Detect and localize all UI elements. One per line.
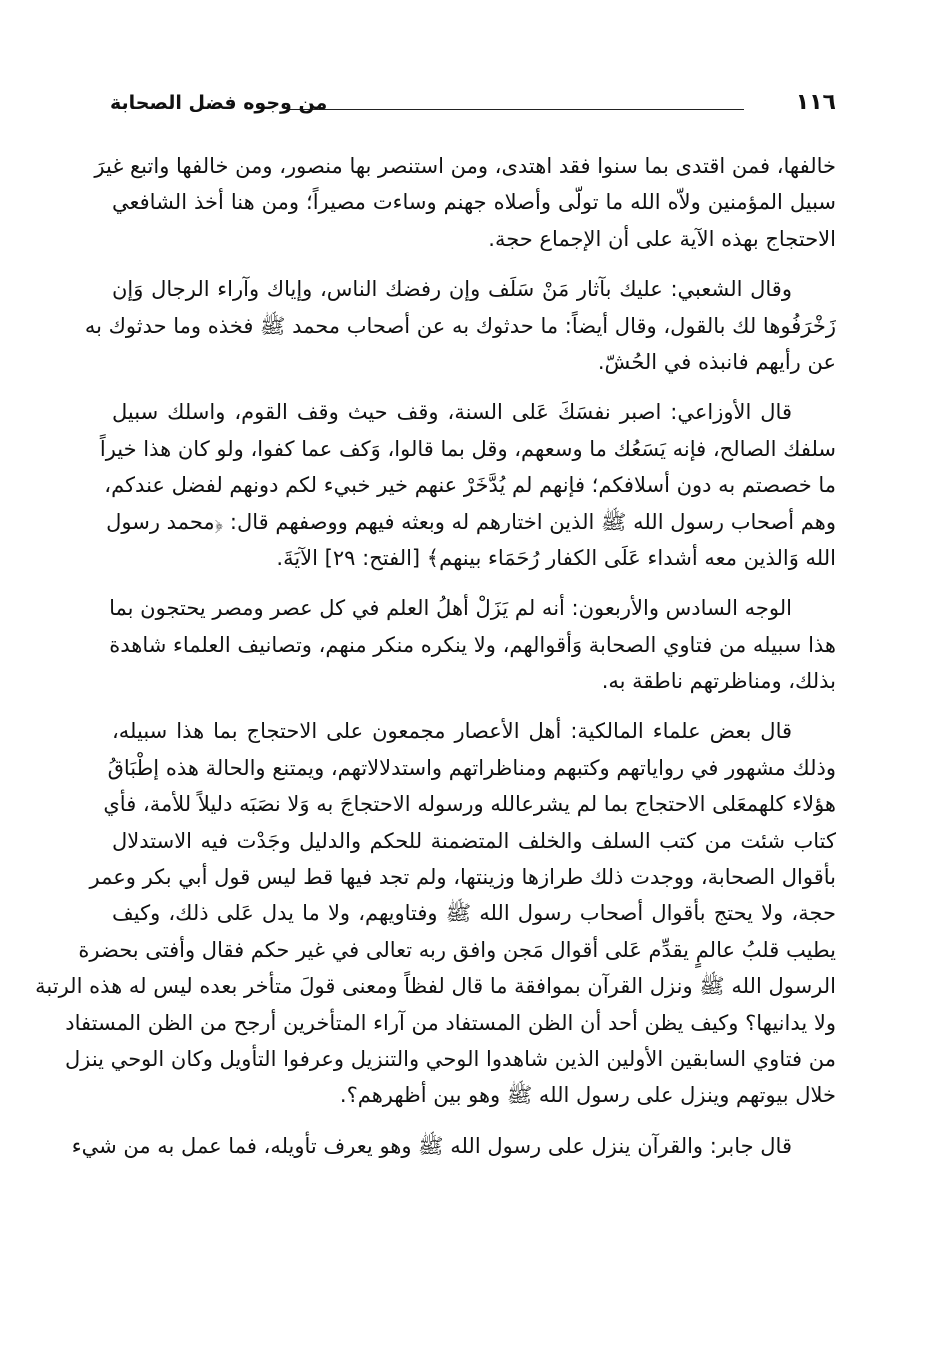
text-line: هؤلاء كلهمعَلى الاحتجاج بما لم يشرعالله ورسوله الاحتجاجَ به وَلا نصَبَه دليلاً للأمة، فأي [103, 792, 836, 817]
page-header [110, 88, 836, 124]
text-line: زَخْرَفُوها لك بالقول، وقال أيضاً: ما حدثوك به عن أصحاب محمد ﷺ فخذه وما حدثوك به [84, 313, 836, 338]
text-line: قال بعض علماء المالكية: أهل الأعصار مجمعون على الاحتجاج بما هذا سبيله، [112, 719, 792, 744]
text-line: وقال الشعبي: عليك بآثار مَنْ سَلَف وإن رفضك الناس، وإياك وآراء الرجال وَإن [112, 277, 792, 302]
text-line: الاحتجاج بهذه الآية على أن الإجماع حجة. [488, 226, 836, 251]
text-line: عن رأيهم فانبذه في الحُشّ. [597, 349, 836, 374]
text-line: خالفها، فمن اقتدى بما سنوا فقد اهتدى، ومن استنصر بها منصور، ومن خالفها واتبع غيرَ [94, 154, 836, 178]
text-line: سلفك الصالح، فإنه يَسَعُك ما وسعهم، وقل بما قالوا، وَكف عما كفوا، ولو كان هذا خيراً [99, 436, 836, 461]
text-line: وذلك مشهور في رواياتهم وكتبهم ومناظراتهم واستدلالاتهم، ويمتنع والحالة هذه إطْبَاقُ [107, 755, 836, 780]
text-line: خلال بيوتهم وينزل على رسول الله ﷺ وهو بين أظهرهم؟. [339, 1083, 836, 1108]
text-line: ولا يدانيها؟ وكيف يظن أحد أن الظن المستفاد من آراء المتأخرين أرجح من الظن المستفاد [65, 1010, 836, 1035]
paragraph [94, 148, 836, 257]
header-rule [288, 109, 744, 110]
running-title: من وجوه فضل الصحابة [110, 92, 328, 114]
text-line: قال الأوزاعي: اصبر نفسَكَ عَلى السنة، وقف حيث وقف القوم، واسلك سبيل [112, 400, 792, 425]
paragraph [71, 1128, 836, 1164]
text-line: وهم أصحاب رسول الله ﷺ الذين اختارهم له وبعثه فيهم ووصفهم قال: ﴿محمد رسول [106, 509, 836, 534]
text-line: الله وَالذين معه أشداء عَلَى الكفار رُحَمَاء بينهم﴾ [الفتح: ٢٩] الآيَةَ. [276, 545, 836, 570]
text-line: الرسول الله ﷺ ونزل القرآن بموافقة ما قال لفظاً ومعنى قولَ متأخر بعده ليس له هذه الرتبة [35, 974, 836, 999]
paragraph [99, 394, 836, 576]
text-line: حجة، ولا يحتج بأقوال أصحاب رسول الله ﷺ وفتاويهم، ولا ما يدل عَلى ذلك، وكيف [112, 901, 836, 926]
text-line: ما خصصتم به دون أسلافكم؛ فإنهم لم يُدَّخَرْ عنهم خير خبيء لكم دونهم لفضل عندكم، [104, 473, 836, 498]
text-line: سبيل المؤمنين ولاّه الله ما تولّى وأصلاه جهنم وساءت مصيراً؛ ومن هنا أخذ الشافعي [112, 190, 836, 215]
paragraph [109, 590, 836, 699]
page-number: ١١٦ [795, 90, 836, 115]
body-text [35, 148, 836, 1178]
text-line: من فتاوي السابقين الأولين الذين شاهدوا الوحي والتنزيل وعرفوا التأويل وكان الوحي ينزل [64, 1046, 836, 1071]
paragraph [84, 271, 836, 380]
text-line: بأقوال الصحابة، ووجدت ذلك طرازها وزينتها، ولم تجد فيها قط ليس قول أبي بكر وعمر [89, 865, 836, 890]
text-line: كتاب شئت من كتب السلف والخلف المتضمنة للحكم والدليل وجَدْت فيه الاستدلال [112, 828, 836, 853]
paragraph [35, 713, 836, 1113]
text-line: الوجه السادس والأربعون: أنه لم يَزَلْ أهلُ العلم في كل عصر ومصر يحتجون بما [109, 596, 792, 621]
text-line: بذلك، ومناظرتهم ناطقة به. [601, 669, 836, 694]
text-line: قال جابر: والقرآن ينزل على رسول الله ﷺ وهو يعرف تأويله، فما عمل به من شيء [71, 1133, 792, 1158]
text-line: يطيب قلبُ عالمٍ يقدِّم عَلى أقوال مَجن وافق ربه تعالى في غير حكم فقال وأفتى بحضرة [78, 937, 836, 962]
text-line: هذا سبيله من فتاوي الصحابة وَأقوالهم، ولا ينكره منكر منهم، وتصانيف العلماء شاهدة [109, 632, 836, 657]
